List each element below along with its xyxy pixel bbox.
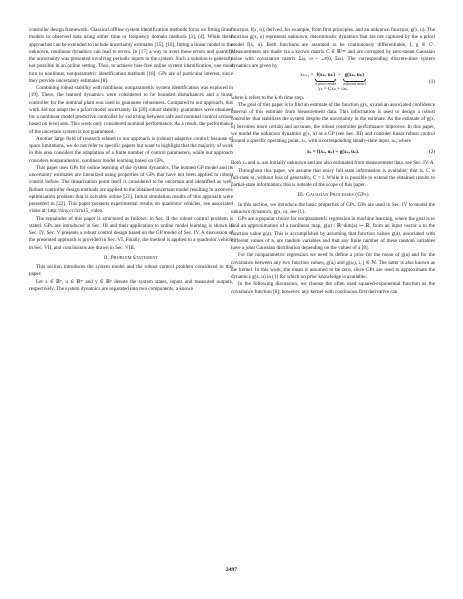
equation-number: (1)	[429, 78, 435, 85]
section-number: II.	[103, 254, 110, 261]
equation-term: f(xₖ, uₖ)	[316, 71, 336, 78]
paragraph: Another large field of research related to our approach is (robust) adaptive control; because of space limitations, we do not refer to specific papers but want to highlight that the majority of work in this area considers the adaptation of a finite number of control parameters, while our approach considers nonparametric, nonlinear model learning based on GPs.	[29, 135, 233, 164]
paragraph: Throughout this paper, we assume that noisy full-state information is available; that is, C is full-rank or, without loss of generality, C = I. While it is possible to extend the obtained results to partial-state information, this is outside of the scope of this paper.	[231, 167, 435, 188]
section-number: III.	[297, 192, 305, 199]
paragraph: function, f(x, u), derived, for example, from first principles, and an unknown function, g(x, u). The function g(x, u) represents unknown, deterministic dynamics that are not captured by the a priori model f(x, u). Both functions are assumed to be continuously differentiable, f, g ∈ C¹. Measurements are made via a known matrix C ∈ ℝᵖˣⁿ and are corrupted by zero-mean Gaussian noise with covariance matrix Σω, ω ~ 𝒩(0, Σω). The corresponding discrete-time system dynamics are given by	[231, 27, 435, 70]
paragraph: The remainder of this paper is structured as follows: in Sec. II the robust control problem is stated. GPs are introduced in Sec. III and their application to online model learning is shown in Sec. IV. Sec. V presents a robust control design based on the GP model of Sec. IV. A discussion of the presented approach is provided in Sec. VI. Finally, the method is applied to a quadrotor vehicle in Sec. VII, and conclusions are drawn in Sec. VIII.	[29, 215, 233, 251]
paragraph: The goal of this paper is to find an estimate of the function g(x, u) and an associated confidence interval of this estimate from measurement data. This information is used to design a robust controller that stabilizes the system despite the uncertainty in the estimate. As the estimate of g(x, u) becomes more certain and accurate, the robust controller performance improves. In this paper, we model the unknown dynamics g(x, u) as a GP (see Sec. III) and consider linear robust control around a specific operating point, xₛ, with a corresponding steady-state input, uₛ, where	[231, 101, 435, 144]
section-heading-gaussian-processes	[231, 192, 435, 199]
equation-lhs: xₖ₊₁ =	[300, 71, 314, 78]
section-heading-problem-statement	[29, 255, 233, 262]
paragraph: This section introduces the system model and the robust control problem considered in this paper.	[29, 264, 233, 278]
a-priori-model-term	[315, 72, 336, 86]
section-title: Gaussian Processes (GPs)	[306, 192, 369, 199]
equation-body: xₛ = f(xₛ, uₛ) + g(xₛ, uₛ).	[306, 149, 360, 156]
equation-number: (2)	[429, 149, 435, 156]
unknown-model-term	[343, 72, 366, 86]
equation-term: g(xₖ, uₖ)	[344, 71, 365, 78]
paragraph: For the nonparametric regression we need to define a prior for the mean of g(a) and for the covariance between any two function values, g(aᵢ) and g(aⱼ), i, j ∈ ℕ. The latter is also known as the kernel. In this work, the mean is assumed to be zero, since GPs are used to approximate the dynamics g(x, u) in (1) for which no prior knowledge is available.	[231, 252, 435, 280]
paragraph: controller design framework. Classical offline system identification methods focus on fitting linear models to observed data using either time or frequency domain methods [3], [4]. While these approaches can be extended to include uncertainty estimates [15], [16], fitting a linear model to the unknown, nonlinear dynamics can lead to errors. In [17] a way to avert these errors and quantify the uncertainty was presented involving periodic inputs to the system. Such a solution is generally not possible in an online setting. Thus, to achieve bias-free online system identification, one must turn to nonlinear, nonparametric identification methods [18]. GPs are of particular interest, since they provide uncertainty estimates [8].	[29, 27, 233, 84]
paragraph: In this section, we introduce the basic properties of GPs. GPs are used in Sec. IV to model the unknown dynamics, g(x, u), see (1).	[231, 201, 435, 215]
paragraph: Combining robust stability with nonlinear, nonparametric system identification was explored in [19]. There, the learned dynamics were considered to be bounded disturbances and a linear controller for the nominal plant was used to guarantee robustness. Compared to our approach, this work did not adapt the a priori model uncertainty. In [20] robust stability guarantees were obtained for a nonlinear model predictive controller by switching between safe and nominal control actions based on level sets. This work only considered nominal performance. As a result, the performance of the uncertain system is not guaranteed.	[29, 85, 233, 135]
left-column	[29, 27, 233, 293]
paragraph: where k refers to the k-th time step.	[231, 94, 305, 101]
equation-1	[231, 73, 435, 93]
underbrace-label: unknown model	[343, 82, 366, 86]
equation-line: yₖ = Cxₖ + ωₖ,	[318, 86, 348, 92]
paragraph: This paper uses GPs for online learning of the system dynamics. The learned GP model and its uncertainty estimates are linearized using properties of GPs that have not been applied to robust control before. The linearization point itself is considered to be uncertain and identified as well. Robust controller design methods are applied to the obtained uncertain model resulting in a convex optimization problem that is solvable online [21]. Initial simulation results of this approach were presented in [22]. This paper presents experimental results on quadrotor vehicles, see associated video at: http://tiny.cc/icra15_video.	[29, 164, 233, 215]
paragraph: Both xₛ and uₛ are initially unknown and are also estimated from measurement data, see Sec. IV-A.	[231, 160, 435, 167]
underbrace-label: a priori model	[315, 82, 337, 86]
right-column	[231, 27, 435, 296]
paragraph: In the following discussion, we choose the often used squared-exponential function as the covariance function [8]; however, any kernel with continuous first derivative can	[231, 281, 435, 295]
paragraph: Let x ∈ ℝⁿ, u ∈ ℝᵐ and y ∈ ℝᵖ denote the system states, inputs and measured outputs, respectively. The system dynamics are separated into two components, a known	[29, 278, 233, 292]
paragraph: GPs are a popular choice for nonparametric regression in machine learning, where the goal is to find an approximation of a nonlinear map, g(a) : ℝ^dim(a) ↦ ℝ, from an input vector a to the function value g(a). This is accomplished by assuming that function values g(a), associated with different values of a, are random variables and that any finite number of these random variables have a joint Gaussian distribution depending on the values of a [8].	[231, 216, 435, 251]
section-title: Problem Statement	[110, 254, 159, 261]
equation-2	[231, 147, 435, 158]
page-number: 2497	[225, 567, 238, 573]
equation-operator: +	[338, 71, 342, 78]
